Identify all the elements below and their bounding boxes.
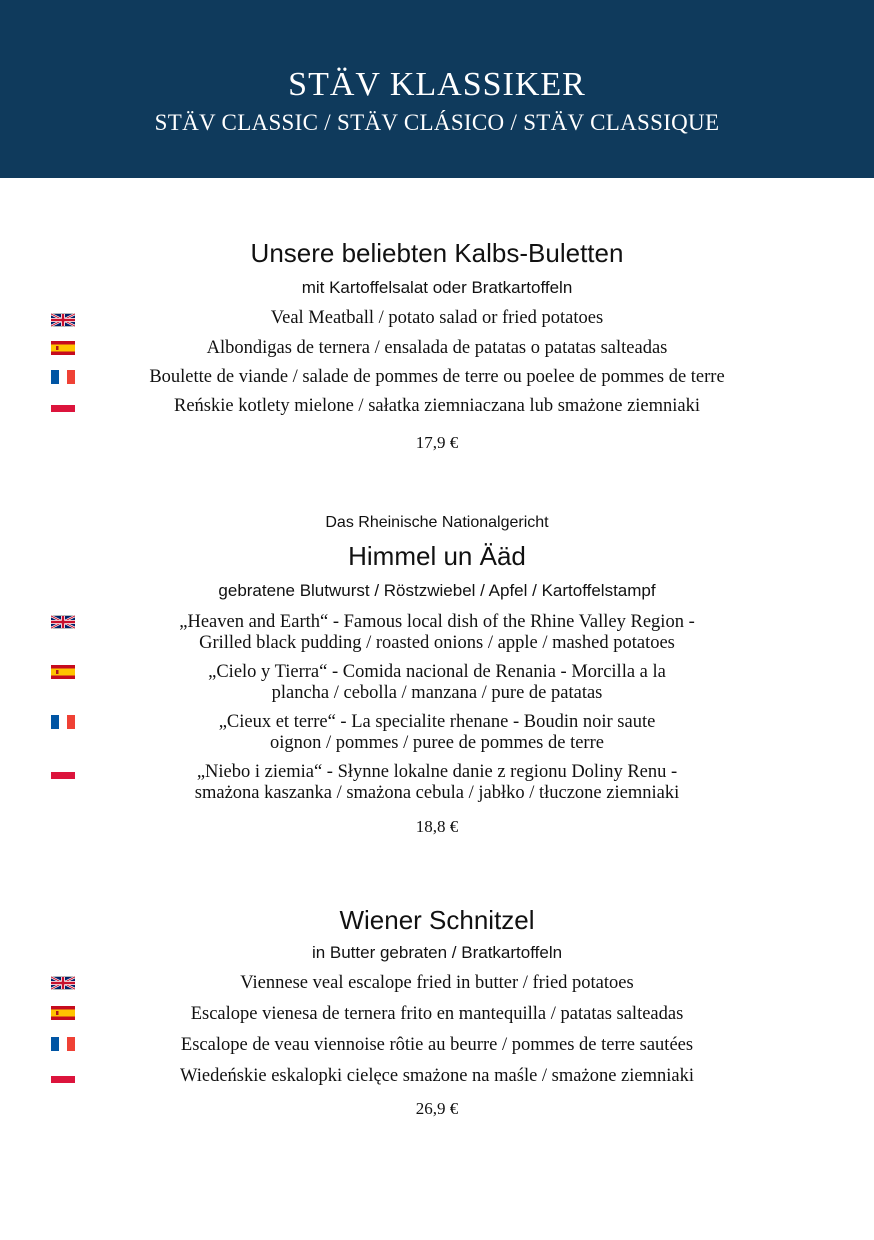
translation-pl: Reńskie kotlety mielone / sałatka ziemniaczana lub smażone ziemniaki bbox=[173, 396, 701, 416]
translation-pl-line2: smażona kaszanka / smażona cebula / jabłko / tłuczone ziemniaki bbox=[194, 783, 680, 803]
dish-kicker: Das Rheinische Nationalgericht bbox=[325, 514, 549, 531]
dish-price: 26,9 € bbox=[415, 1099, 459, 1118]
dish-name: Unsere beliebten Kalbs-Buletten bbox=[250, 238, 624, 268]
translation-fr-line2: oignon / pommes / puree de pommes de terre bbox=[270, 733, 604, 753]
dish-description: gebratene Blutwurst / Röstzwiebel / Apfel / Kartoffelstampf bbox=[218, 581, 656, 600]
translation-es: Escalope vienesa de ternera frito en mantequilla / patatas salteadas bbox=[190, 1004, 684, 1024]
translation-fr: Boulette de viande / salade de pommes de terre ou poelee de pommes de terre bbox=[149, 367, 725, 387]
translation-en: Viennese veal escalope fried in butter / fried potatoes bbox=[240, 973, 634, 993]
translation-es-line2: plancha / cebolla / manzana / pure de patatas bbox=[271, 683, 603, 703]
dish-price: 17,9 € bbox=[415, 433, 459, 452]
dish-name: Wiener Schnitzel bbox=[339, 905, 535, 935]
dish-name: Himmel un Ääd bbox=[348, 541, 526, 571]
translation-fr: Escalope de veau viennoise rôtie au beurre / pommes de terre sautées bbox=[180, 1035, 694, 1055]
translation-es: Albondigas de ternera / ensalada de patatas o patatas salteadas bbox=[206, 338, 668, 358]
menu-header bbox=[0, 0, 874, 178]
translation-es-line1: „Cielo y Tierra“ - Comida nacional de Renania - Morcilla a la bbox=[208, 662, 666, 682]
dish-description: in Butter gebraten / Bratkartoffeln bbox=[311, 943, 563, 962]
menu-title: STÄV KLASSIKER bbox=[288, 66, 586, 103]
menu-subtitle: STÄV CLASSIC / STÄV CLÁSICO / STÄV CLASSIQUE bbox=[154, 110, 720, 135]
translation-pl: Wiedeńskie eskalopki cielęce smażone na maśle / smażone ziemniaki bbox=[180, 1066, 694, 1086]
dish-description: mit Kartoffelsalat oder Bratkartoffeln bbox=[301, 278, 573, 297]
translation-en: Veal Meatball / potato salad or fried potatoes bbox=[270, 308, 604, 328]
translation-en-line1: „Heaven and Earth“ - Famous local dish of the Rhine Valley Region - bbox=[179, 612, 695, 632]
translation-fr-line1: „Cieux et terre“ - La specialite rhenane - Boudin noir saute bbox=[218, 712, 656, 732]
dish-price: 18,8 € bbox=[415, 817, 459, 836]
translation-pl-line1: „Niebo i ziemia“ - Słynne lokalne danie z regionu Doliny Renu - bbox=[196, 762, 678, 782]
translation-en-line2: Grilled black pudding / roasted onions / apple / mashed potatoes bbox=[199, 633, 675, 653]
